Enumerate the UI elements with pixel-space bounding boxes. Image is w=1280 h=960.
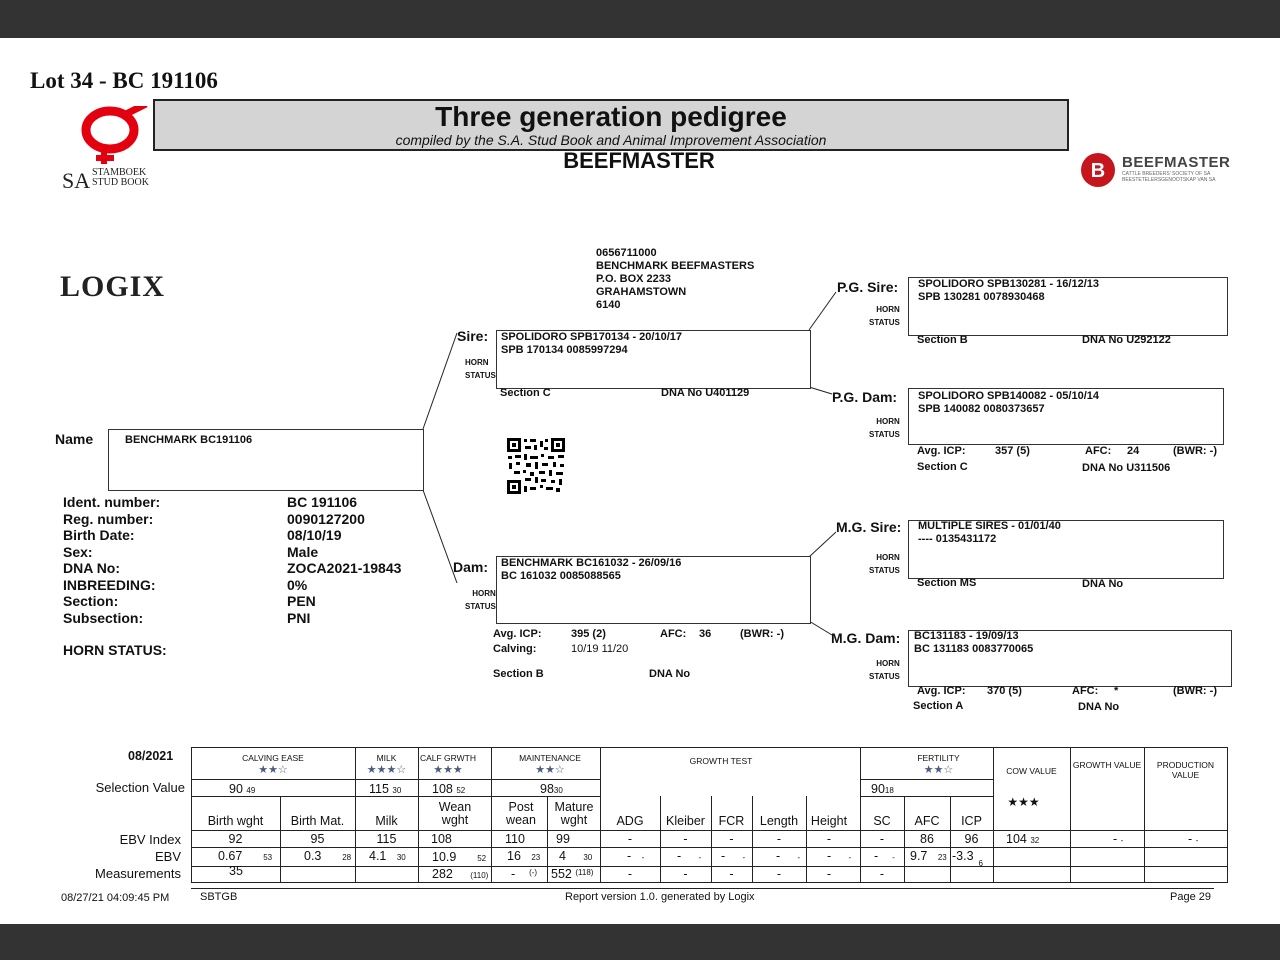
col-kleiber: Kleiber bbox=[666, 814, 705, 828]
row-label-selection-value: Selection Value bbox=[95, 780, 185, 795]
dam-afc-label: AFC: bbox=[660, 628, 687, 640]
ebv-adg: - - bbox=[627, 849, 645, 863]
footer-report: Report version 1.0. generated by Logix bbox=[565, 891, 755, 903]
row-label-ebv-index: EBV Index bbox=[119, 832, 181, 847]
mg-sire-label: M.G. Sire: bbox=[836, 519, 902, 535]
pg-dam-dna: DNA No U311506 bbox=[1082, 462, 1171, 474]
mg-dam-details: BC131183 - 19/09/13 BC 131183 0083770065 bbox=[914, 630, 1034, 655]
dam-afc: 36 bbox=[699, 628, 712, 640]
header-maintenance: MAINTENANCE ★★☆ bbox=[491, 753, 609, 776]
meas-sc: - bbox=[879, 867, 885, 881]
animal-ident-labels: Ident. number: Reg. number: Birth Date: Sex: DNA No: INBREEDING: Section: Subsection: bbox=[63, 494, 161, 626]
header-milk: MILK ★★★☆ bbox=[355, 753, 418, 776]
ebv-table bbox=[0, 38, 1280, 924]
pg-dam-label: P.G. Dam: bbox=[832, 389, 898, 405]
row-label-ebv: EBV bbox=[154, 849, 181, 864]
col-wean-wght: Wean wght bbox=[438, 800, 472, 827]
pg-dam-section: Section C bbox=[917, 461, 968, 473]
milk-stars-icon: ★★★☆ bbox=[366, 764, 407, 776]
calving-ease-stars-icon: ★★☆ bbox=[258, 764, 288, 776]
cow-value-stars-icon: ★★★ bbox=[1007, 795, 1040, 809]
sv-fertility: 9018 bbox=[871, 782, 894, 796]
ebv-kleiber: - - bbox=[677, 849, 702, 863]
sire-horn-status: HORN STATUS bbox=[465, 358, 496, 380]
col-icp: ICP bbox=[961, 814, 982, 828]
index-icp: 96 bbox=[964, 832, 979, 846]
index-fcr: - bbox=[729, 832, 734, 846]
breed-title: BEEFMASTER bbox=[563, 148, 715, 173]
calf-growth-stars-icon: ★★★ bbox=[433, 764, 463, 776]
dam-label: Dam: bbox=[453, 559, 489, 575]
breeder-address: 0656711000 BENCHMARK BEEFMASTERS P.O. BOX 2233 GRAHAMSTOWN 6140 bbox=[596, 247, 755, 311]
sire-section: Section C bbox=[500, 387, 551, 399]
meas-length: - bbox=[776, 867, 782, 881]
dam-horn-status: HORN STATUS bbox=[465, 589, 496, 611]
dam-icp: 395 (2) bbox=[571, 628, 606, 640]
sv-calving-ease: 90 49 bbox=[229, 782, 256, 796]
footer-code: SBTGB bbox=[200, 891, 238, 903]
col-birth-mat: Birth Mat. bbox=[290, 814, 345, 828]
header-fertility: FERTILITY ★★☆ bbox=[860, 753, 1017, 776]
pg-sire-details: SPOLIDORO SPB130281 - 16/12/13 SPB 130281 0078930468 bbox=[918, 278, 1099, 303]
pedigree-page: Lot 34 - BC 191106 SA STAMBOEK STUD BOOK Three generation pedigree compiled by the S.A. Stud Book and Animal Improvement Association BEEFMASTER B BEEFMASTER CATTLE BREEDERS' SOCIETY OF SA BEESTETELERSGENOOTSKAP VAN SA LOGIX 0656711000 BENCHMARK BEEFMASTERS P.O. BOX 2233 GRAHAMSTOWN 6140 Name BENCHMARK BC191106 Ident. number: Reg. number: Birth Date: Sex: DNA No: INBREEDING: Section: Subsection: BC 191106 0090127200 08/10/19 Male ZOCA2021-19843 0% PEN PNI HORN STATUS: Sire: HORN STATUS SPOLIDORO SPB170134 - 20/10/17 SPB 170134 0085997294 Section C DNA No U401129 Dam: HORN STATUS BENCHMARK BC161032 - 26/09/16 BC 161032 0085088565 Avg. ICP: 395 (2) AFC: 36 (BWR: -) Calving: 10/19 11/20 Section B DNA No P.G. Sire: HORN STATUS SPOLIDORO SPB130281 - 16/12/13 SPB 130281 0078930468 Section B DNA No U292122 P.G. Dam: HORN STATUS SPOLIDORO SPB140082 - 05/10/14 SPB 140082 0080373657 Avg. ICP: 357 (5) AFC: 24 (BWR: -) Section C DNA No U311506 M.G. Sire: HORN STATUS MULTIPLE SIRES - 01/01/40 ---- 0135431172 Section MS DNA No M.G. Dam: HORN STATUS BC131183 - 19/09/13 BC 131183 0083770065 Avg. ICP: 370 (5) AFC: * (BWR: -) Section A DNA No 08/2021 Selection Value EBV Index EBV Measurements CALVING EASE ★★☆ MILK ★★★☆ CALF GRWTH ★★★ MAINTENANCE ★★☆ GROWTH TEST FERTILITY ★★☆ COW VALUE GROWTH VALUE PRODUCTION VALUE ★★★ 90 49 115 30 108 52 9830 9018 Birth wght Birth Mat. Milk Wean wght Post wean Mature wght ADG Kleiber FCR Length Height SC AFC ICP 92 95 115 108 110 99 - - - - - - 86 96 104 32 - - - - 0.67 53 0.3 28 4.1 30 10.9 52 16 23 4 30 - - - - - - - - - - - - 9.7 23 $-3.3_6$ 35 282 (110) - (-) 552 $^{(118)}$ - - - - - - 08/27/21 04:09:45 PM SBTGB Report version 1.0. generated by Logix Page 29 bbox=[0, 38, 1280, 924]
header-growth-value: GROWTH VALUE bbox=[1072, 760, 1142, 770]
footer-timestamp: 08/27/21 04:09:45 PM bbox=[61, 892, 170, 904]
mg-dam-afc: * bbox=[1114, 685, 1119, 697]
meas-birth-wght: 35 bbox=[229, 864, 243, 878]
col-birth-wght: Birth wght bbox=[207, 814, 264, 828]
mg-dam-icp-label: Avg. ICP: bbox=[917, 685, 966, 697]
page-subtitle: compiled by the S.A. Stud Book and Animal Improvement Association bbox=[395, 132, 827, 148]
index-birth-mat: 95 bbox=[310, 832, 325, 846]
mg-dam-bwr: (BWR: -) bbox=[1173, 685, 1217, 697]
col-afc: AFC bbox=[914, 814, 940, 828]
meas-height: - bbox=[826, 867, 832, 881]
sv-maintenance: 9830 bbox=[540, 782, 563, 796]
header-calving-ease: CALVING EASE ★★☆ bbox=[191, 753, 355, 776]
pg-dam-horn-status: HORN STATUS bbox=[869, 417, 900, 439]
pg-dam-icp: 357 (5) bbox=[995, 445, 1030, 457]
dam-bwr: (BWR: -) bbox=[740, 628, 784, 640]
meas-fcr: - bbox=[729, 867, 734, 881]
ebv-milk: 4.1 30 bbox=[369, 849, 406, 863]
ebv-wean-wght: 10.9 52 bbox=[432, 850, 487, 864]
pg-sire-horn-status: HORN STATUS bbox=[869, 305, 900, 327]
ebv-birth-mat: 0.3 28 bbox=[304, 849, 352, 863]
index-sc: - bbox=[879, 832, 885, 846]
pg-sire-label: P.G. Sire: bbox=[837, 279, 899, 295]
mg-sire-section: Section MS bbox=[917, 577, 977, 589]
index-height: - bbox=[826, 832, 832, 846]
index-cow-value: 104 32 bbox=[1006, 832, 1040, 846]
meas-mature-wght: 552 $^{(118)}$ bbox=[551, 867, 594, 881]
col-milk: Milk bbox=[375, 814, 398, 828]
dam-section: Section B bbox=[493, 668, 544, 680]
footer-page-number: Page 29 bbox=[1170, 891, 1211, 903]
svg-text:B: B bbox=[1090, 160, 1106, 182]
ebv-date: 08/2021 bbox=[128, 749, 174, 763]
ebv-fcr: - - bbox=[721, 849, 746, 863]
sv-calf-growth: 108 52 bbox=[432, 782, 466, 796]
col-post-wean: Post wean bbox=[506, 800, 536, 827]
dam-dna: DNA No bbox=[649, 668, 691, 680]
index-production-value: - - bbox=[1188, 832, 1199, 846]
mg-dam-section: Section A bbox=[913, 700, 964, 712]
sv-milk: 115 30 bbox=[369, 782, 402, 796]
mg-sire-details: MULTIPLE SIRES - 01/01/40 ---- 0135431172 bbox=[918, 520, 1061, 545]
pg-dam-afc: 24 bbox=[1127, 445, 1140, 457]
pg-dam-afc-label: AFC: bbox=[1085, 445, 1112, 457]
horn-status-label: HORN STATUS: bbox=[63, 642, 167, 658]
dam-calving-label: Calving: bbox=[493, 643, 537, 655]
meas-adg: - bbox=[627, 867, 633, 881]
header-production-value: PRODUCTION VALUE bbox=[1156, 760, 1215, 780]
meas-post-wean: - (-) bbox=[511, 867, 538, 881]
ebv-icp: $-3.3_6$ bbox=[952, 849, 983, 868]
sire-label: Sire: bbox=[457, 328, 489, 344]
name-label: Name bbox=[55, 431, 94, 447]
fertility-stars-icon: ★★☆ bbox=[923, 764, 954, 776]
ebv-post-wean: 16 23 bbox=[507, 849, 541, 863]
header-growth-test: GROWTH TEST bbox=[689, 756, 753, 766]
index-post-wean: 110 bbox=[505, 832, 525, 846]
animal-name: BENCHMARK BC191106 bbox=[125, 434, 253, 446]
mg-dam-icp: 370 (5) bbox=[987, 685, 1022, 697]
mg-dam-afc-label: AFC: bbox=[1072, 685, 1099, 697]
pg-dam-icp-label: Avg. ICP: bbox=[917, 445, 966, 457]
mg-sire-horn-status: HORN STATUS bbox=[869, 553, 900, 575]
ebv-afc: 9.7 23 bbox=[910, 849, 947, 863]
index-mature-wght: 99 bbox=[556, 832, 570, 846]
page-title: Three generation pedigree bbox=[435, 101, 787, 132]
dam-icp-label: Avg. ICP: bbox=[493, 628, 542, 640]
index-length: - bbox=[776, 832, 782, 846]
col-length: Length bbox=[759, 814, 799, 828]
mg-dam-label: M.G. Dam: bbox=[831, 630, 901, 646]
meas-wean-wght: 282 (110) bbox=[432, 867, 489, 881]
beefmaster-wordmark: BEEFMASTER bbox=[1122, 154, 1231, 171]
ebv-height: - - bbox=[827, 849, 852, 863]
pg-dam-bwr: (BWR: -) bbox=[1173, 445, 1217, 457]
viewer-bottom-bar bbox=[0, 924, 1280, 960]
lot-title: Lot 34 - BC 191106 bbox=[30, 68, 218, 93]
ebv-sc: - - bbox=[874, 849, 895, 863]
index-growth-value: - - bbox=[1113, 832, 1124, 846]
maintenance-stars-icon: ★★☆ bbox=[535, 764, 565, 776]
animal-ident-values: BC 191106 0090127200 08/10/19 Male ZOCA2021-19843 0% PEN PNI bbox=[287, 494, 402, 626]
ebv-mature-wght: 4 30 bbox=[559, 849, 593, 863]
mg-sire-dna: DNA No bbox=[1082, 578, 1124, 590]
index-adg: - bbox=[627, 832, 633, 846]
sire-dna: DNA No U401129 bbox=[661, 387, 750, 399]
pg-sire-section: Section B bbox=[917, 334, 968, 346]
index-birth-wght: 92 bbox=[228, 832, 243, 846]
index-afc: 86 bbox=[920, 832, 934, 846]
index-kleiber: - bbox=[683, 832, 688, 846]
pg-dam-details: SPOLIDORO SPB140082 - 05/10/14 SPB 140082 0080373657 bbox=[918, 390, 1099, 415]
ebv-length: - - bbox=[776, 849, 801, 863]
header-calf-growth: CALF GRWTH ★★★ bbox=[419, 753, 477, 776]
pg-sire-dna: DNA No U292122 bbox=[1082, 334, 1171, 346]
mg-dam-horn-status: HORN STATUS bbox=[869, 659, 900, 681]
sire-details: SPOLIDORO SPB170134 - 20/10/17 SPB 170134 0085997294 bbox=[501, 331, 682, 356]
header-cow-value: COW VALUE bbox=[1006, 766, 1057, 776]
meas-kleiber: - bbox=[683, 867, 688, 881]
col-adg: ADG bbox=[616, 814, 644, 828]
col-fcr: FCR bbox=[718, 814, 745, 828]
index-milk: 115 bbox=[376, 832, 397, 846]
dam-calving: 10/19 11/20 bbox=[571, 643, 629, 655]
viewer-top-bar bbox=[0, 0, 1280, 38]
beefmaster-tagline: CATTLE BREEDERS' SOCIETY OF SA BEESTETELERSGENOOTSKAP VAN SA bbox=[1122, 171, 1216, 183]
ebv-birth-wght: 0.67 53 bbox=[218, 849, 273, 863]
dam-details: BENCHMARK BC161032 - 26/09/16 BC 161032 0085088565 bbox=[501, 557, 682, 582]
logix-logo: LOGIX bbox=[60, 270, 166, 303]
col-mature-wght: Mature wght bbox=[554, 800, 594, 827]
index-wean-wght: 108 bbox=[431, 832, 452, 846]
mg-dam-dna: DNA No bbox=[1078, 701, 1120, 713]
row-label-measurements: Measurements bbox=[95, 866, 181, 881]
col-height: Height bbox=[810, 814, 848, 828]
col-sc: SC bbox=[873, 814, 891, 828]
